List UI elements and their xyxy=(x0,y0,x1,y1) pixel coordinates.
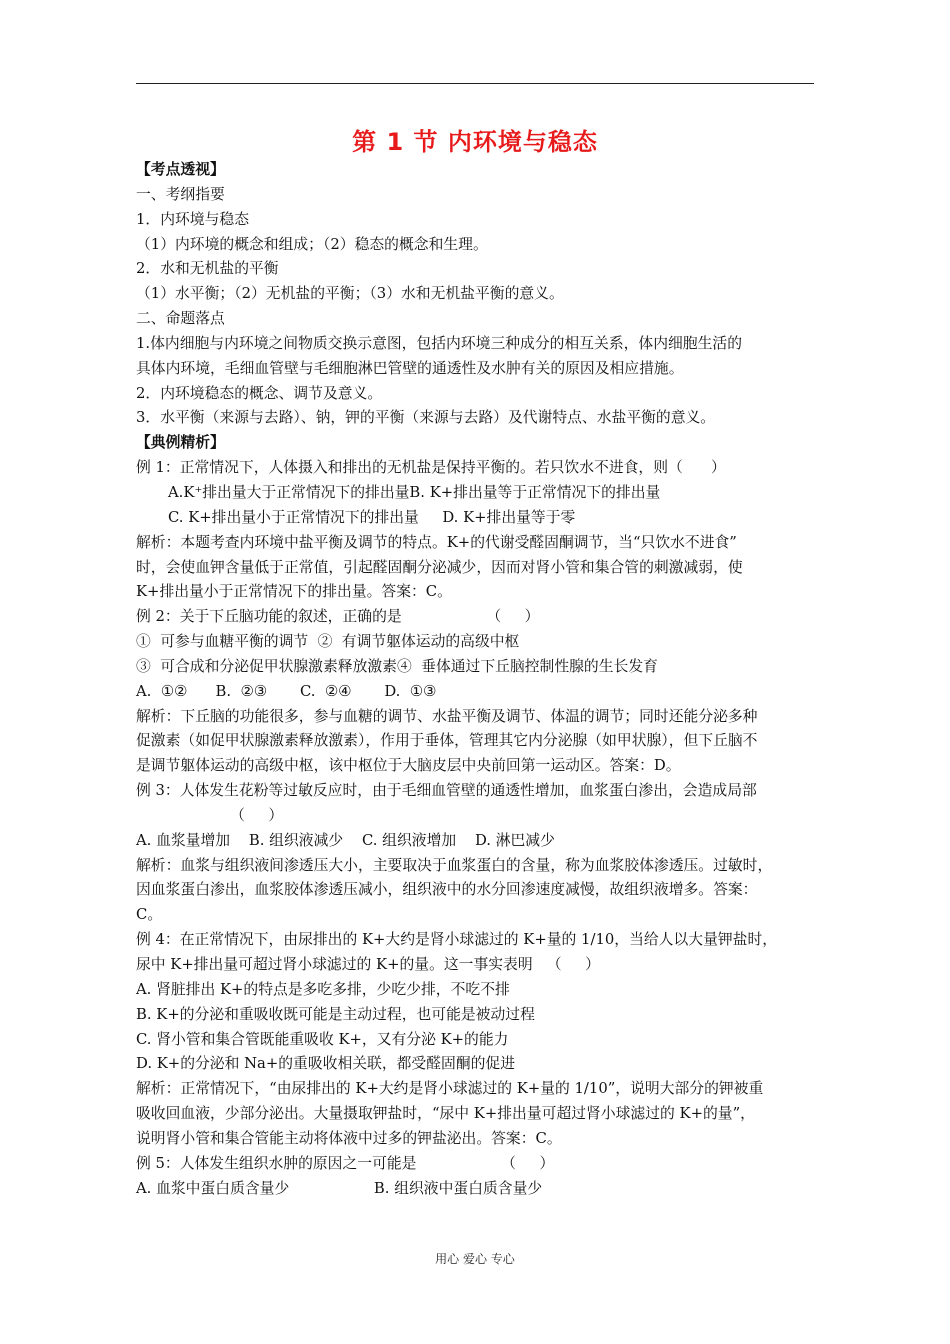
text-line: 例 5：人体发生组织水肿的原因之一可能是 （ ） xyxy=(136,1154,555,1172)
text-line: D. K+的分泌和 Na+的重吸收相关联，都受醛固酮的促进 xyxy=(136,1055,516,1073)
text-line: 例 4：在正常情况下，由尿排出的 K+大约是肾小球滤过的 K+量的 1/10，当给人以大量钾盐时， xyxy=(136,931,778,949)
text-line: 二、命题落点 xyxy=(136,310,225,328)
text-line: 1.体内细胞与内环境之间物质交换示意图，包括内环境三种成分的相互关系，体内细胞生活的 xyxy=(136,334,742,352)
text-line: 时，会使血钾含量低于正常值，引起醛固酮分泌减少，因而对肾小管和集合管的刺激减弱，使 xyxy=(136,558,743,576)
text-line: （1）水平衡；（2）无机盐的平衡；（3）水和无机盐平衡的意义。 xyxy=(136,285,564,303)
text-line: （1）内环境的概念和组成；（2）稳态的概念和生理。 xyxy=(136,235,488,253)
text-line: 解析：下丘脑的功能很多，参与血糖的调节、水盐平衡及调节、体温的调节；同时还能分泌多种 xyxy=(136,707,758,725)
text-line: 解析：本题考查内环境中盐平衡及调节的特点。K+的代谢受醛固酮调节，当“只饮水不进食” xyxy=(136,533,737,551)
text-line: ③ 可合成和分泌促甲状腺激素释放激素④ 垂体通过下丘脑控制性腺的生长发育 xyxy=(136,657,658,675)
text-line: ① 可参与血糖平衡的调节 ② 有调节躯体运动的高级中枢 xyxy=(136,633,520,651)
text-line: 具体内环境，毛细血管壁与毛细胞淋巴管壁的通透性及水肿有关的原因及相应措施。 xyxy=(136,359,684,377)
text-line: C. 肾小管和集合管既能重吸收 K+，又有分泌 K+的能力 xyxy=(136,1030,509,1048)
text-line: 1．内环境与稳态 xyxy=(136,210,249,228)
text-line: C. K+排出量小于正常情况下的排出量 D. K+排出量等于零 xyxy=(168,508,576,526)
text-line: 因血浆蛋白渗出，血浆胶体渗透压减小，组织液中的水分回渗速度减慢，故组织液增多。答案： xyxy=(136,881,758,899)
text-line: 2．内环境稳态的概念、调节及意义。 xyxy=(136,384,383,402)
text-line: A. 血浆中蛋白质含量少 B. 组织液中蛋白质含量少 xyxy=(136,1179,543,1197)
text-line: 例 1：正常情况下，人体摄入和排出的无机盐是保持平衡的。若只饮水不进食，则（ ） xyxy=(136,459,726,477)
text-line: 尿中 K+排出量可超过肾小球滤过的 K+的量。这一事实表明 （ ） xyxy=(136,956,600,973)
text-line: （ ） xyxy=(136,806,284,824)
text-line: 吸收回血液，少部分泌出。大量摄取钾盐时，“尿中 K+排出量可超过肾小球滤过的 K+的量”， xyxy=(136,1105,755,1123)
text-line: C。 xyxy=(136,906,163,924)
document-body xyxy=(136,158,826,1201)
text-line: 是调节躯体运动的高级中枢，该中枢位于大脑皮层中央前回第一运动区。答案：D。 xyxy=(136,757,681,775)
section-heading: 【典例精析】 xyxy=(136,434,225,452)
text-line: 说明肾小管和集合管能主动将体液中过多的钾盐泌出。答案：C。 xyxy=(136,1129,562,1147)
text-line: 2．水和无机盐的平衡 xyxy=(136,260,279,278)
text-line: K+排出量小于正常情况下的排出量。答案：C。 xyxy=(136,583,452,601)
header-rule xyxy=(136,83,814,84)
text-line: 解析：血浆与组织液间渗透压大小，主要取决于血浆蛋白的含量，称为血浆胶体渗透压。过敏时， xyxy=(136,856,773,874)
text-line: A. 血浆量增加 B. 组织液减少 C. 组织液增加 D. 淋巴减少 xyxy=(136,831,555,849)
text-line: A.K⁺排出量大于正常情况下的排出量B. K+排出量等于正常情况下的排出量 xyxy=(168,483,661,501)
page-footer: 用心 爱心 专心 xyxy=(435,1252,515,1266)
text-line: A. 肾脏排出 K+的特点是多吃多排，少吃少排，不吃不排 xyxy=(136,980,510,998)
text-line: A. ①② B. ②③ C. ②④ D. ①③ xyxy=(136,682,437,700)
text-line: 例 3：人体发生花粉等过敏反应时，由于毛细血管壁的通透性增加，血浆蛋白渗出，会造成局部 xyxy=(136,782,757,800)
text-line: 3．水平衡（来源与去路）、钠，钾的平衡（来源与去路）及代谢特点、水盐平衡的意义。 xyxy=(136,409,716,427)
text-line: 一、考纲指要 xyxy=(136,185,225,203)
page-title: 第 1 节 内环境与稳态 xyxy=(352,128,598,156)
text-line: 例 2：关于下丘脑功能的叙述，正确的是 （ ） xyxy=(136,608,540,626)
text-line: 解析：正常情况下，“由尿排出的 K+大约是肾小球滤过的 K+量的 1/10”，说明大部分的钾被重 xyxy=(136,1080,764,1098)
section-heading: 【考点透视】 xyxy=(136,161,225,178)
text-line: 促激素（如促甲状腺激素释放激素），作用于垂体，管理其它内分泌腺（如甲状腺），但下丘脑不 xyxy=(136,732,758,750)
text-line: B. K+的分泌和重吸收既可能是主动过程，也可能是被动过程 xyxy=(136,1005,535,1023)
